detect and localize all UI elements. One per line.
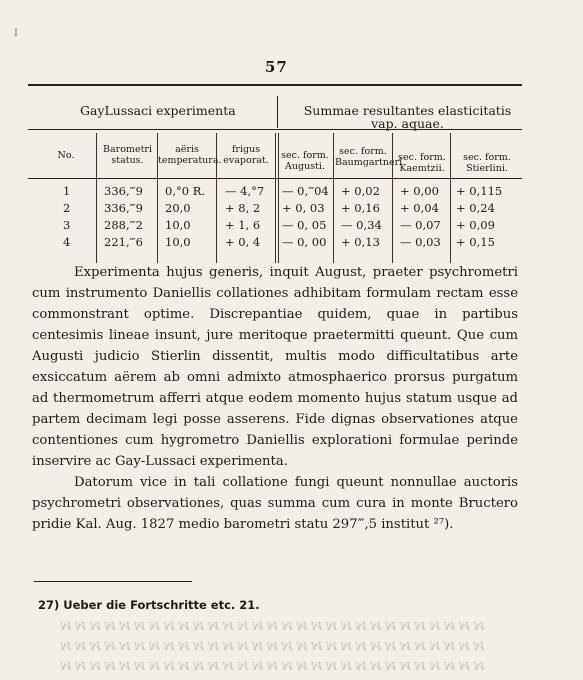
col-header-no: No. [57, 150, 75, 161]
table-cell: 336,‴9 [104, 201, 143, 215]
table-cell: 1 [63, 184, 71, 198]
table-cell: — 0, 05 [282, 218, 327, 232]
table-cell: + 0,16 [341, 201, 380, 215]
page-number: 57 [265, 58, 288, 76]
table-top-rule [28, 84, 522, 86]
col-header-temperature: aëris temperatura. [158, 144, 222, 166]
table-cell: + 0, 4 [225, 235, 261, 249]
column-separator [216, 133, 217, 263]
table-cell: — 4,°7 [225, 184, 265, 198]
col-header-baumgartneri: sec. form. Baumgartneri [335, 146, 403, 168]
table-cell: + 0,04 [400, 201, 439, 215]
table-cell: 221,‴6 [104, 235, 143, 249]
table-cell: 10,0 [165, 235, 191, 249]
group-header-left: GayLussaci experimenta [80, 103, 236, 118]
col-header-frigus: frigus evaporat. [223, 144, 269, 166]
bleed-through-line: ꟽ ꟽ ꟽ ꟽ ꟽ ꟽ ꟽ ꟽ ꟽ ꟽ ꟽ ꟽ ꟽ ꟽ ꟽ ꟽ ꟽ ꟽ ꟽ ꟽ ꟽ ꟽ ꟽ ꟽ ꟽ ꟽ ꟽ ꟽ ꟽ [60, 620, 485, 633]
paragraph: Datorum vice in tali collatione fungi queunt nonnullae auctoris psychrometri observationes, quas summa cum cura in monte Bructero pridie Kal. Aug. 1827 medio barometri statu 297‴,5 institut ²⁷). [32, 475, 518, 532]
table-cell: + 0,00 [400, 184, 439, 198]
table-cell: — 0,03 [400, 235, 441, 249]
table-cell: 10,0 [165, 218, 191, 232]
column-separator [450, 133, 451, 263]
bleed-through-line: ꟽ ꟽ ꟽ ꟽ ꟽ ꟽ ꟽ ꟽ ꟽ ꟽ ꟽ ꟽ ꟽ ꟽ ꟽ ꟽ ꟽ ꟽ ꟽ ꟽ ꟽ ꟽ ꟽ ꟽ ꟽ ꟽ ꟽ ꟽ ꟽ [60, 640, 485, 653]
margin-mark: Ⅰ [14, 28, 18, 39]
table-cell: 3 [63, 218, 71, 232]
table-cell: — 0,‴04 [282, 184, 329, 198]
column-separator [333, 133, 334, 263]
group-divider [277, 96, 278, 128]
table-cell: 288,‴2 [104, 218, 143, 232]
col-header-stierlini: sec. form. Stierlini. [463, 152, 511, 174]
table-cell: + 0,24 [456, 201, 495, 215]
table-cell: + 0,115 [456, 184, 503, 198]
col-header-kaemtzii: sec. form. Kaemtzii. [398, 152, 446, 174]
col-header-augusti: sec. form. Augusti. [281, 150, 329, 172]
paragraph: Experimenta hujus generis, inquit August, praeter psychrometri cum instrumento Daniellis collationes adhibitam formulam rectam esse commonstrant optime. Discrepantiae quidem, quae in partibus centesimis lineae insunt, jure meritoque praetermitti queunt. Que cum Augusti judicio Stierlin dissentit, multis modo difficultatibus arte exsiccatum aërem ab omni admixto atmosphaerico prorsus purgatum ad thermometrum afferri atque eodem momento hujus statum usque ad partem decimam legi posse asserens. Fide dignas observationes atque contentiones cum hygrometro Daniellis explorationi formulae perinde inservire ac Gay-Lussaci experimenta. [32, 265, 518, 469]
column-separator [278, 133, 279, 263]
table-cell: + 0,15 [456, 235, 495, 249]
table-cell: + 8, 2 [225, 201, 261, 215]
table-cell: + 0,09 [456, 218, 495, 232]
table-cell: + 0,02 [341, 184, 380, 198]
table-cell: — 0,07 [400, 218, 441, 232]
column-separator [96, 133, 97, 263]
table-cell: 2 [63, 201, 71, 215]
group-header-right: Summae resultantes elasticitatis vap. aquae. [303, 103, 512, 131]
column-separator [275, 133, 276, 263]
table-cell: — 0,34 [341, 218, 382, 232]
table-cell: + 0, 03 [282, 201, 325, 215]
column-separator [392, 133, 393, 263]
body-text [32, 262, 518, 535]
table-cell: + 1, 6 [225, 218, 261, 232]
col-header-barometer: Barometri status. [103, 144, 152, 166]
table-cell: 20,0 [165, 201, 191, 215]
footnote-rule [34, 581, 192, 582]
table-cell: — 0, 00 [282, 235, 327, 249]
table-cell: 336,‴9 [104, 184, 143, 198]
footnote: 27) Ueber die Fortschritte etc. 21. [38, 598, 260, 612]
column-separator [157, 133, 158, 263]
bleed-through-line: ꟽ ꟽ ꟽ ꟽ ꟽ ꟽ ꟽ ꟽ ꟽ ꟽ ꟽ ꟽ ꟽ ꟽ ꟽ ꟽ ꟽ ꟽ ꟽ ꟽ ꟽ ꟽ ꟽ ꟽ ꟽ ꟽ ꟽ ꟽ ꟽ [60, 660, 485, 673]
group-header-rule [28, 129, 522, 130]
table-cell: 4 [63, 235, 71, 249]
table-cell: 0,°0 R. [165, 184, 206, 198]
table-cell: + 0,13 [341, 235, 380, 249]
